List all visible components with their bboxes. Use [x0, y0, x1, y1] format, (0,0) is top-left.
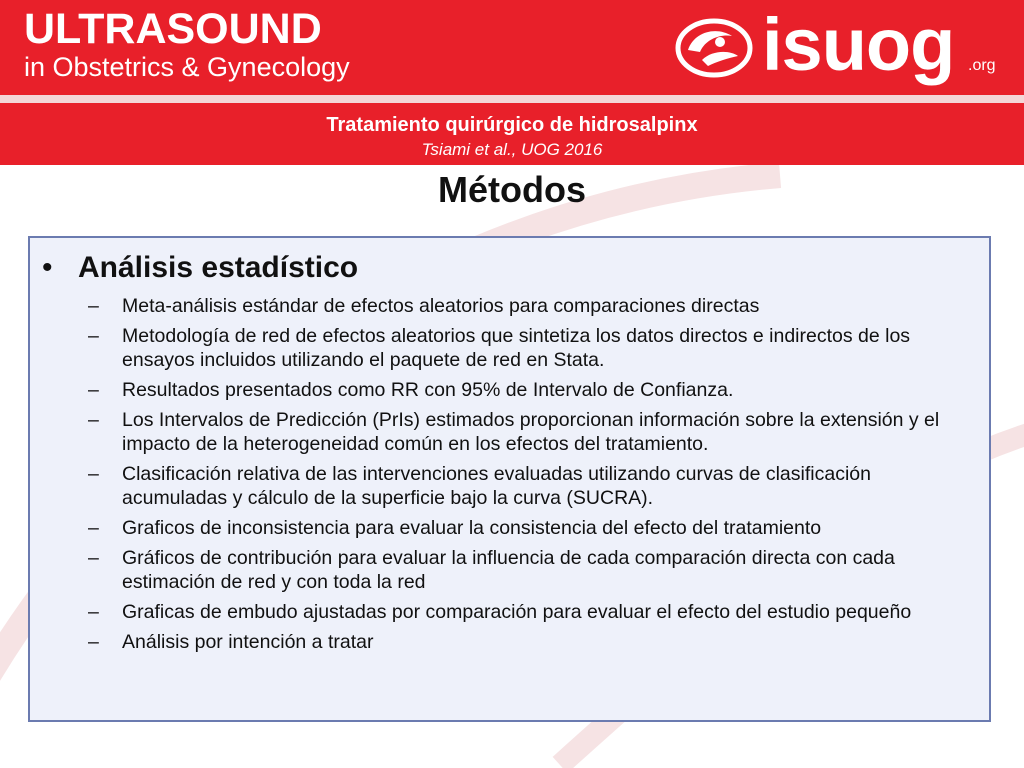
journal-header: [0, 0, 1024, 95]
list-item-text: Los Intervalos de Predicción (PrIs) estimados proporcionan información sobre la extensión y el impacto de la heterogeneidad común en los efectos del tratamiento.: [122, 409, 940, 455]
slide-heading: Métodos: [438, 169, 586, 210]
study-banner: [0, 103, 1024, 165]
journal-subtitle: in Obstetrics & Gynecology: [24, 52, 350, 82]
study-reference: Tsiami et al., UOG 2016: [421, 140, 603, 159]
list-item: [88, 546, 968, 594]
bullet-marker: •: [42, 251, 53, 284]
list-item: [88, 294, 968, 318]
dash-marker: –: [88, 601, 99, 623]
list-item-text: Resultados presentados como RR con 95% de Intervalo de Confianza.: [122, 379, 734, 401]
study-title: Tratamiento quirúrgico de hidrosalpinx: [326, 114, 698, 136]
dash-marker: –: [88, 517, 99, 539]
list-item: [88, 600, 968, 624]
list-item: [88, 516, 968, 540]
list-item-text: Graficos de inconsistencia para evaluar la consistencia del efecto del tratamiento: [122, 517, 822, 539]
isuog-domain-suffix: .org: [968, 57, 996, 74]
list-item-text: Clasificación relativa de las intervenciones evaluadas utilizando curvas de clasificación acumuladas y cálculo de la superficie bajo la curva (SUCRA).: [122, 463, 871, 509]
sub-bullet-list: [88, 294, 968, 660]
list-item: [88, 630, 968, 654]
list-item-text: Análisis por intención a tratar: [122, 631, 374, 653]
list-item-text: Metodología de red de efectos aleatorios que sintetiza los datos directos e indirectos de los ensayos incluidos utilizando el paquete de red en Stata.: [122, 325, 911, 371]
dash-marker: –: [88, 547, 99, 569]
list-item: [88, 408, 968, 456]
list-item-text: Gráficos de contribución para evaluar la influencia de cada comparación directa con cada estimación de red y con toda la red: [122, 547, 895, 593]
dash-marker: –: [88, 325, 99, 347]
dash-marker: –: [88, 631, 99, 653]
dash-marker: –: [88, 409, 99, 431]
list-item-text: Graficas de embudo ajustadas por comparación para evaluar el efecto del estudio pequeño: [122, 601, 912, 623]
dash-marker: –: [88, 463, 99, 485]
list-item: [88, 378, 968, 402]
list-item-text: Meta-análisis estándar de efectos aleatorios para comparaciones directas: [122, 295, 760, 317]
list-item: [88, 324, 968, 372]
journal-title: ULTRASOUND: [24, 5, 322, 53]
header-divider: [0, 95, 1024, 103]
isuog-emblem-icon: [672, 10, 756, 82]
list-item: [88, 462, 968, 510]
dash-marker: –: [88, 379, 99, 401]
methods-content-box: [28, 236, 991, 722]
isuog-logo: [672, 3, 1002, 88]
bullet-title: Análisis estadístico: [78, 251, 359, 284]
dash-marker: –: [88, 295, 99, 317]
isuog-wordmark: isuog: [762, 3, 955, 86]
